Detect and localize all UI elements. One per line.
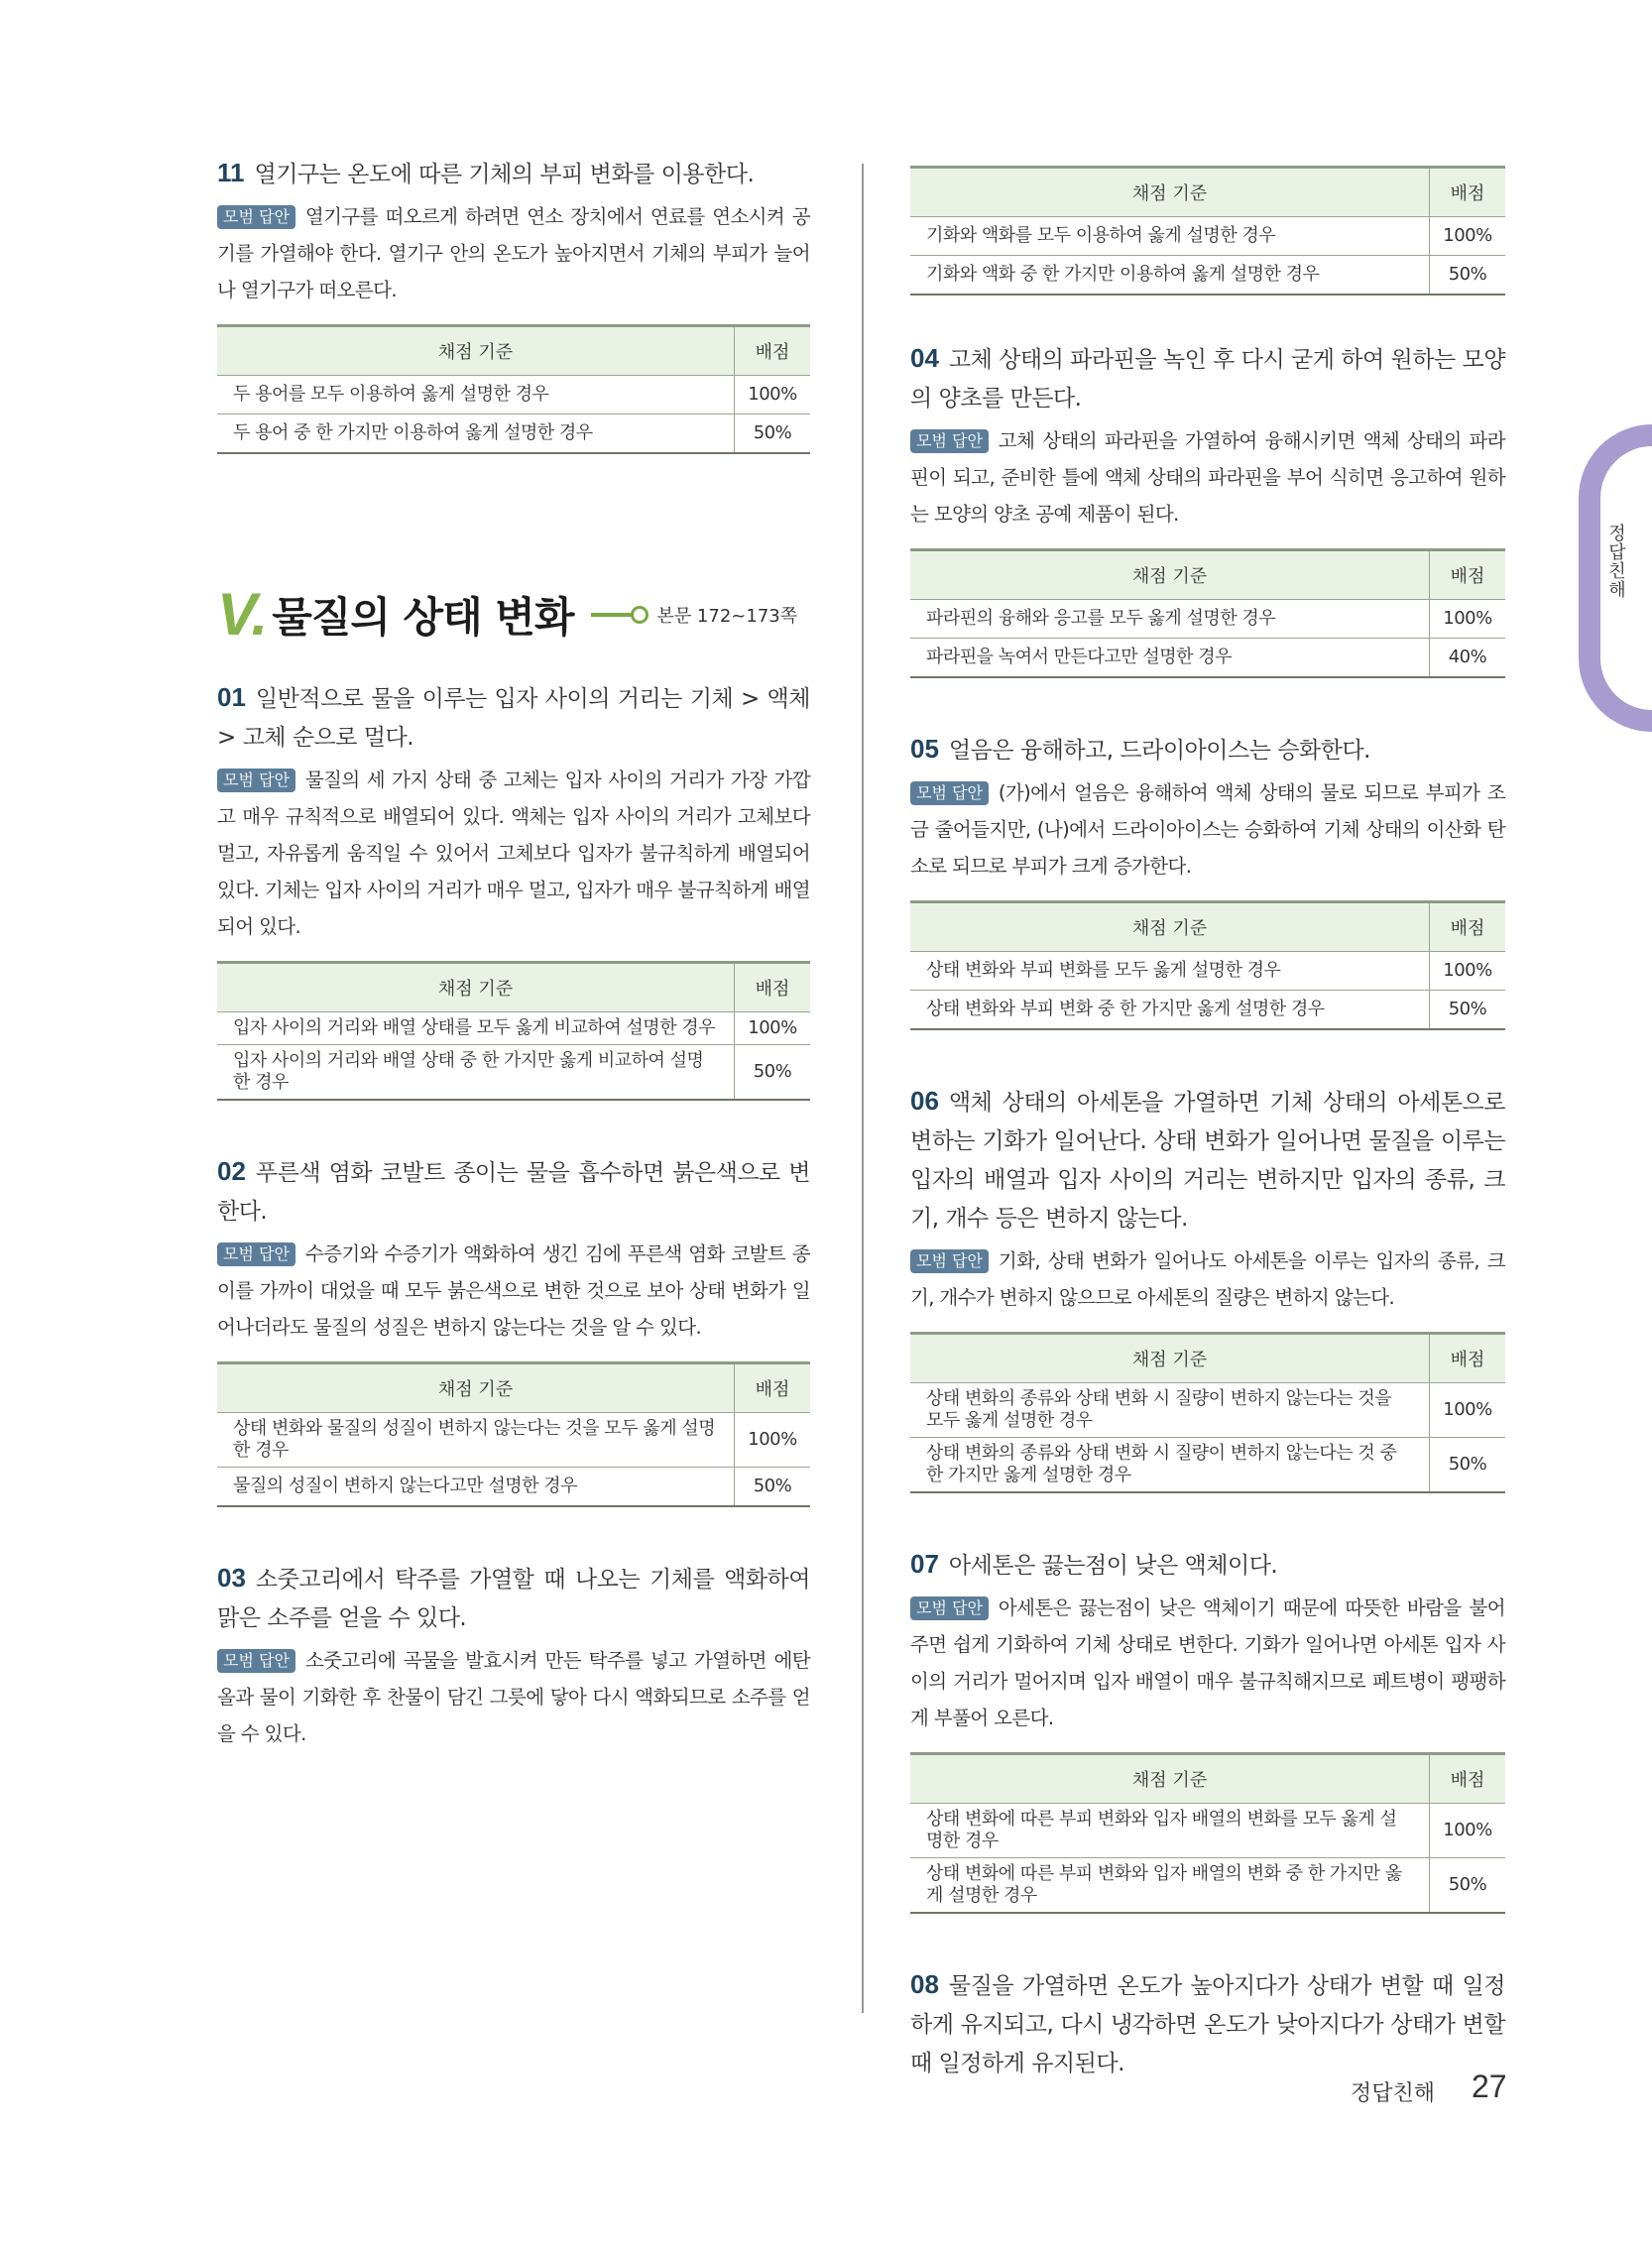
table-row: 상태 변화에 따른 부피 변화와 입자 배열의 변화 중 한 가지만 옳게 설명한 경우 50% <box>910 1858 1505 1914</box>
score-header: 배점 <box>1430 902 1506 952</box>
question-07 <box>910 1545 1505 1914</box>
question-number: 08 <box>910 1969 939 1999</box>
model-answer-tag: 모범 답안 <box>217 1242 295 1266</box>
unit-page-reference: 본문 172~173쪽 <box>656 606 798 627</box>
table-row: 상태 변화와 물질의 성질이 변하지 않는다는 것을 모두 옳게 설명한 경우 100% <box>217 1413 810 1468</box>
scoring-table <box>910 1332 1505 1493</box>
unit-connector-dot <box>631 606 649 624</box>
question-01 <box>217 678 810 1101</box>
question-number: 11 <box>217 158 245 187</box>
table-row: 파라핀을 녹여서 만든다고만 설명한 경우 40% <box>910 639 1505 678</box>
criteria-header: 채점 기준 <box>910 1754 1430 1804</box>
model-answer-text: 아세톤은 끓는점이 낮은 액체이기 때문에 따뜻한 바람을 불어 주면 쉽게 기화하여 기체 상태로 변한다. 기화가 일어나면 아세톤 입자 사이의 거리가 멀어지며 입자 배열이 매우 불규칙해지므로 페트병이 팽팽하게 부풀어 오른다. <box>910 1596 1505 1729</box>
table-row: 두 용어 중 한 가지만 이용하여 옳게 설명한 경우 50% <box>217 414 810 454</box>
unit-number: V. <box>217 581 269 648</box>
left-column <box>217 154 810 1804</box>
table-row: 상태 변화와 부피 변화를 모두 옳게 설명한 경우 100% <box>910 952 1505 991</box>
criteria-header: 채점 기준 <box>217 1363 735 1413</box>
question-03 <box>217 1559 810 1752</box>
score-header: 배점 <box>735 326 811 376</box>
table-row: 기화와 액화를 모두 이용하여 옳게 설명한 경우 100% <box>910 217 1505 256</box>
model-answer-text: 수증기와 수증기가 액화하여 생긴 김에 푸른색 염화 코발트 종이를 가까이 대었을 때 모두 붉은색으로 변한 것으로 보아 상태 변화가 일어나더라도 물질의 성질은 변하지 않는다는 것을 알 수 있다. <box>217 1242 810 1339</box>
scoring-table <box>910 1752 1505 1914</box>
table-row: 상태 변화에 따른 부피 변화와 입자 배열의 변화를 모두 옳게 설명한 경우 100% <box>910 1804 1505 1858</box>
criteria-header: 채점 기준 <box>910 168 1430 217</box>
model-answer-tag: 모범 답안 <box>910 781 989 805</box>
question-06 <box>910 1082 1505 1493</box>
model-answer-text: (가)에서 얼음은 융해하여 액체 상태의 물로 되므로 부피가 조금 줄어들지만, (나)에서 드라이아이스는 승화하여 기체 상태의 이산화 탄소로 되므로 부피가 크게 증가한다. <box>910 781 1505 878</box>
criteria-header: 채점 기준 <box>217 963 735 1012</box>
table-row: 상태 변화의 종류와 상태 변화 시 질량이 변하지 않는다는 것을 모두 옳게 설명한 경우 100% <box>910 1383 1505 1438</box>
criteria-header: 채점 기준 <box>910 1334 1430 1383</box>
criteria-header: 채점 기준 <box>910 550 1430 600</box>
model-answer-tag: 모범 답안 <box>217 1649 295 1673</box>
scoring-table <box>217 324 810 454</box>
criteria-header: 채점 기준 <box>217 326 735 376</box>
model-answer-tag: 모범 답안 <box>910 429 989 453</box>
scoring-table <box>910 548 1505 678</box>
question-08 <box>910 1965 1505 2083</box>
score-header: 배점 <box>735 963 811 1012</box>
model-answer-text: 물질의 세 가지 상태 중 고체는 입자 사이의 거리가 가장 가깝고 매우 규칙적으로 배열되어 있다. 액체는 입자 사이의 거리가 고체보다 멀고, 자유롭게 움직일 수 있어서 고체보다 입자가 불규칙하게 배열되어 있다. 기체는 입자 사이의 거리가 매우 멀고, 입자가 매우 불규칙하게 배열되어 있다. <box>217 768 810 938</box>
question-number: 07 <box>910 1549 939 1579</box>
unit-heading <box>217 581 810 648</box>
table-row: 상태 변화와 부피 변화 중 한 가지만 옳게 설명한 경우 50% <box>910 991 1505 1030</box>
model-answer-text: 고체 상태의 파라핀을 가열하여 융해시키면 액체 상태의 파라핀이 되고, 준비한 틀에 액체 상태의 파라핀을 부어 식히면 응고하여 원하는 모양의 양초 공예 제품이 된다. <box>910 429 1505 526</box>
question-11 <box>217 154 810 454</box>
score-header: 배점 <box>1430 168 1506 217</box>
question-number: 05 <box>910 734 939 764</box>
question-text: 고체 상태의 파라핀을 녹인 후 다시 굳게 하여 원하는 모양의 양초를 만든다. <box>910 347 1505 412</box>
model-answer-tag: 모범 답안 <box>910 1249 989 1273</box>
page-number: 27 <box>1472 2068 1507 2104</box>
criteria-header: 채점 기준 <box>910 902 1430 952</box>
unit-title: 물질의 상태 변화 <box>272 593 574 642</box>
table-row: 입자 사이의 거리와 배열 상태를 모두 옳게 비교하여 설명한 경우 100% <box>217 1012 810 1045</box>
side-tab-label: 정답친해 <box>1605 524 1626 599</box>
scoring-table <box>217 1361 810 1507</box>
question-number: 02 <box>217 1156 246 1186</box>
table-row: 물질의 성질이 변하지 않는다고만 설명한 경우 50% <box>217 1468 810 1507</box>
question-text: 일반적으로 물을 이루는 입자 사이의 거리는 기체 > 액체 > 고체 순으로 멀다. <box>217 686 810 751</box>
model-answer-text: 기화, 상태 변화가 일어나도 아세톤을 이루는 입자의 종류, 크기, 개수가 변하지 않으므로 아세톤의 질량은 변하지 않는다. <box>910 1249 1505 1309</box>
question-text: 아세톤은 끓는점이 낮은 액체이다. <box>948 1553 1278 1579</box>
question-text: 얼음은 융해하고, 드라이아이스는 승화한다. <box>948 738 1370 764</box>
score-header: 배점 <box>1430 550 1506 600</box>
table-row: 기화와 액화 중 한 가지만 이용하여 옳게 설명한 경우 50% <box>910 256 1505 295</box>
table-row: 상태 변화의 종류와 상태 변화 시 질량이 변하지 않는다는 것 중 한 가지만 옳게 설명한 경우 50% <box>910 1438 1505 1493</box>
question-number: 06 <box>910 1086 939 1116</box>
footer-label: 정답친해 <box>1351 2081 1436 2106</box>
question-04 <box>910 339 1505 678</box>
scoring-table <box>910 900 1505 1030</box>
question-number: 01 <box>217 682 246 712</box>
question-03-rubric <box>910 166 1505 295</box>
model-answer-tag: 모범 답안 <box>217 768 295 792</box>
unit-connector-line <box>591 613 633 617</box>
right-column <box>910 154 1505 2135</box>
question-text: 물질을 가열하면 온도가 높아지다가 상태가 변할 때 일정하게 유지되고, 다시 냉각하면 온도가 낮아지다가 상태가 변할 때 일정하게 유지된다. <box>910 1973 1505 2076</box>
question-number: 03 <box>217 1563 246 1593</box>
score-header: 배점 <box>1430 1754 1506 1804</box>
table-row: 입자 사이의 거리와 배열 상태 중 한 가지만 옳게 비교하여 설명한 경우 50% <box>217 1045 810 1101</box>
score-header: 배점 <box>735 1363 811 1413</box>
question-text: 액체 상태의 아세톤을 가열하면 기체 상태의 아세톤으로 변하는 기화가 일어난다. 상태 변화가 일어나면 물질을 이루는 입자의 배열과 입자 사이의 거리는 변하지만 입자의 종류, 크기, 개수 등은 변하지 않는다. <box>910 1090 1505 1232</box>
question-text: 열기구는 온도에 따른 기체의 부피 변화를 이용한다. <box>254 162 755 187</box>
question-05 <box>910 730 1505 1030</box>
scoring-table <box>217 961 810 1101</box>
model-answer-tag: 모범 답안 <box>217 205 295 229</box>
question-number: 04 <box>910 343 939 373</box>
table-row: 두 용어를 모두 이용하여 옳게 설명한 경우 100% <box>217 376 810 414</box>
scoring-table <box>910 166 1505 295</box>
table-row: 파라핀의 융해와 응고를 모두 옳게 설명한 경우 100% <box>910 600 1505 639</box>
question-text: 푸른색 염화 코발트 종이는 물을 흡수하면 붉은색으로 변한다. <box>217 1160 810 1225</box>
question-text: 소줏고리에서 탁주를 가열할 때 나오는 기체를 액화하여 맑은 소주를 얻을 수 있다. <box>217 1567 810 1631</box>
model-answer-text: 소줏고리에 곡물을 발효시켜 만든 탁주를 넣고 가열하면 에탄올과 물이 기화한 후 찬물이 담긴 그릇에 닿아 다시 액화되므로 소주를 얻을 수 있다. <box>217 1649 810 1745</box>
score-header: 배점 <box>1430 1334 1506 1383</box>
column-divider <box>862 164 864 2013</box>
model-answer-tag: 모범 답안 <box>910 1596 989 1620</box>
question-02 <box>217 1152 810 1507</box>
model-answer-text: 열기구를 떠오르게 하려면 연소 장치에서 연료를 연소시켜 공기를 가열해야 한다. 열기구 안의 온도가 높아지면서 기체의 부피가 늘어나 열기구가 떠오른다. <box>217 205 810 301</box>
